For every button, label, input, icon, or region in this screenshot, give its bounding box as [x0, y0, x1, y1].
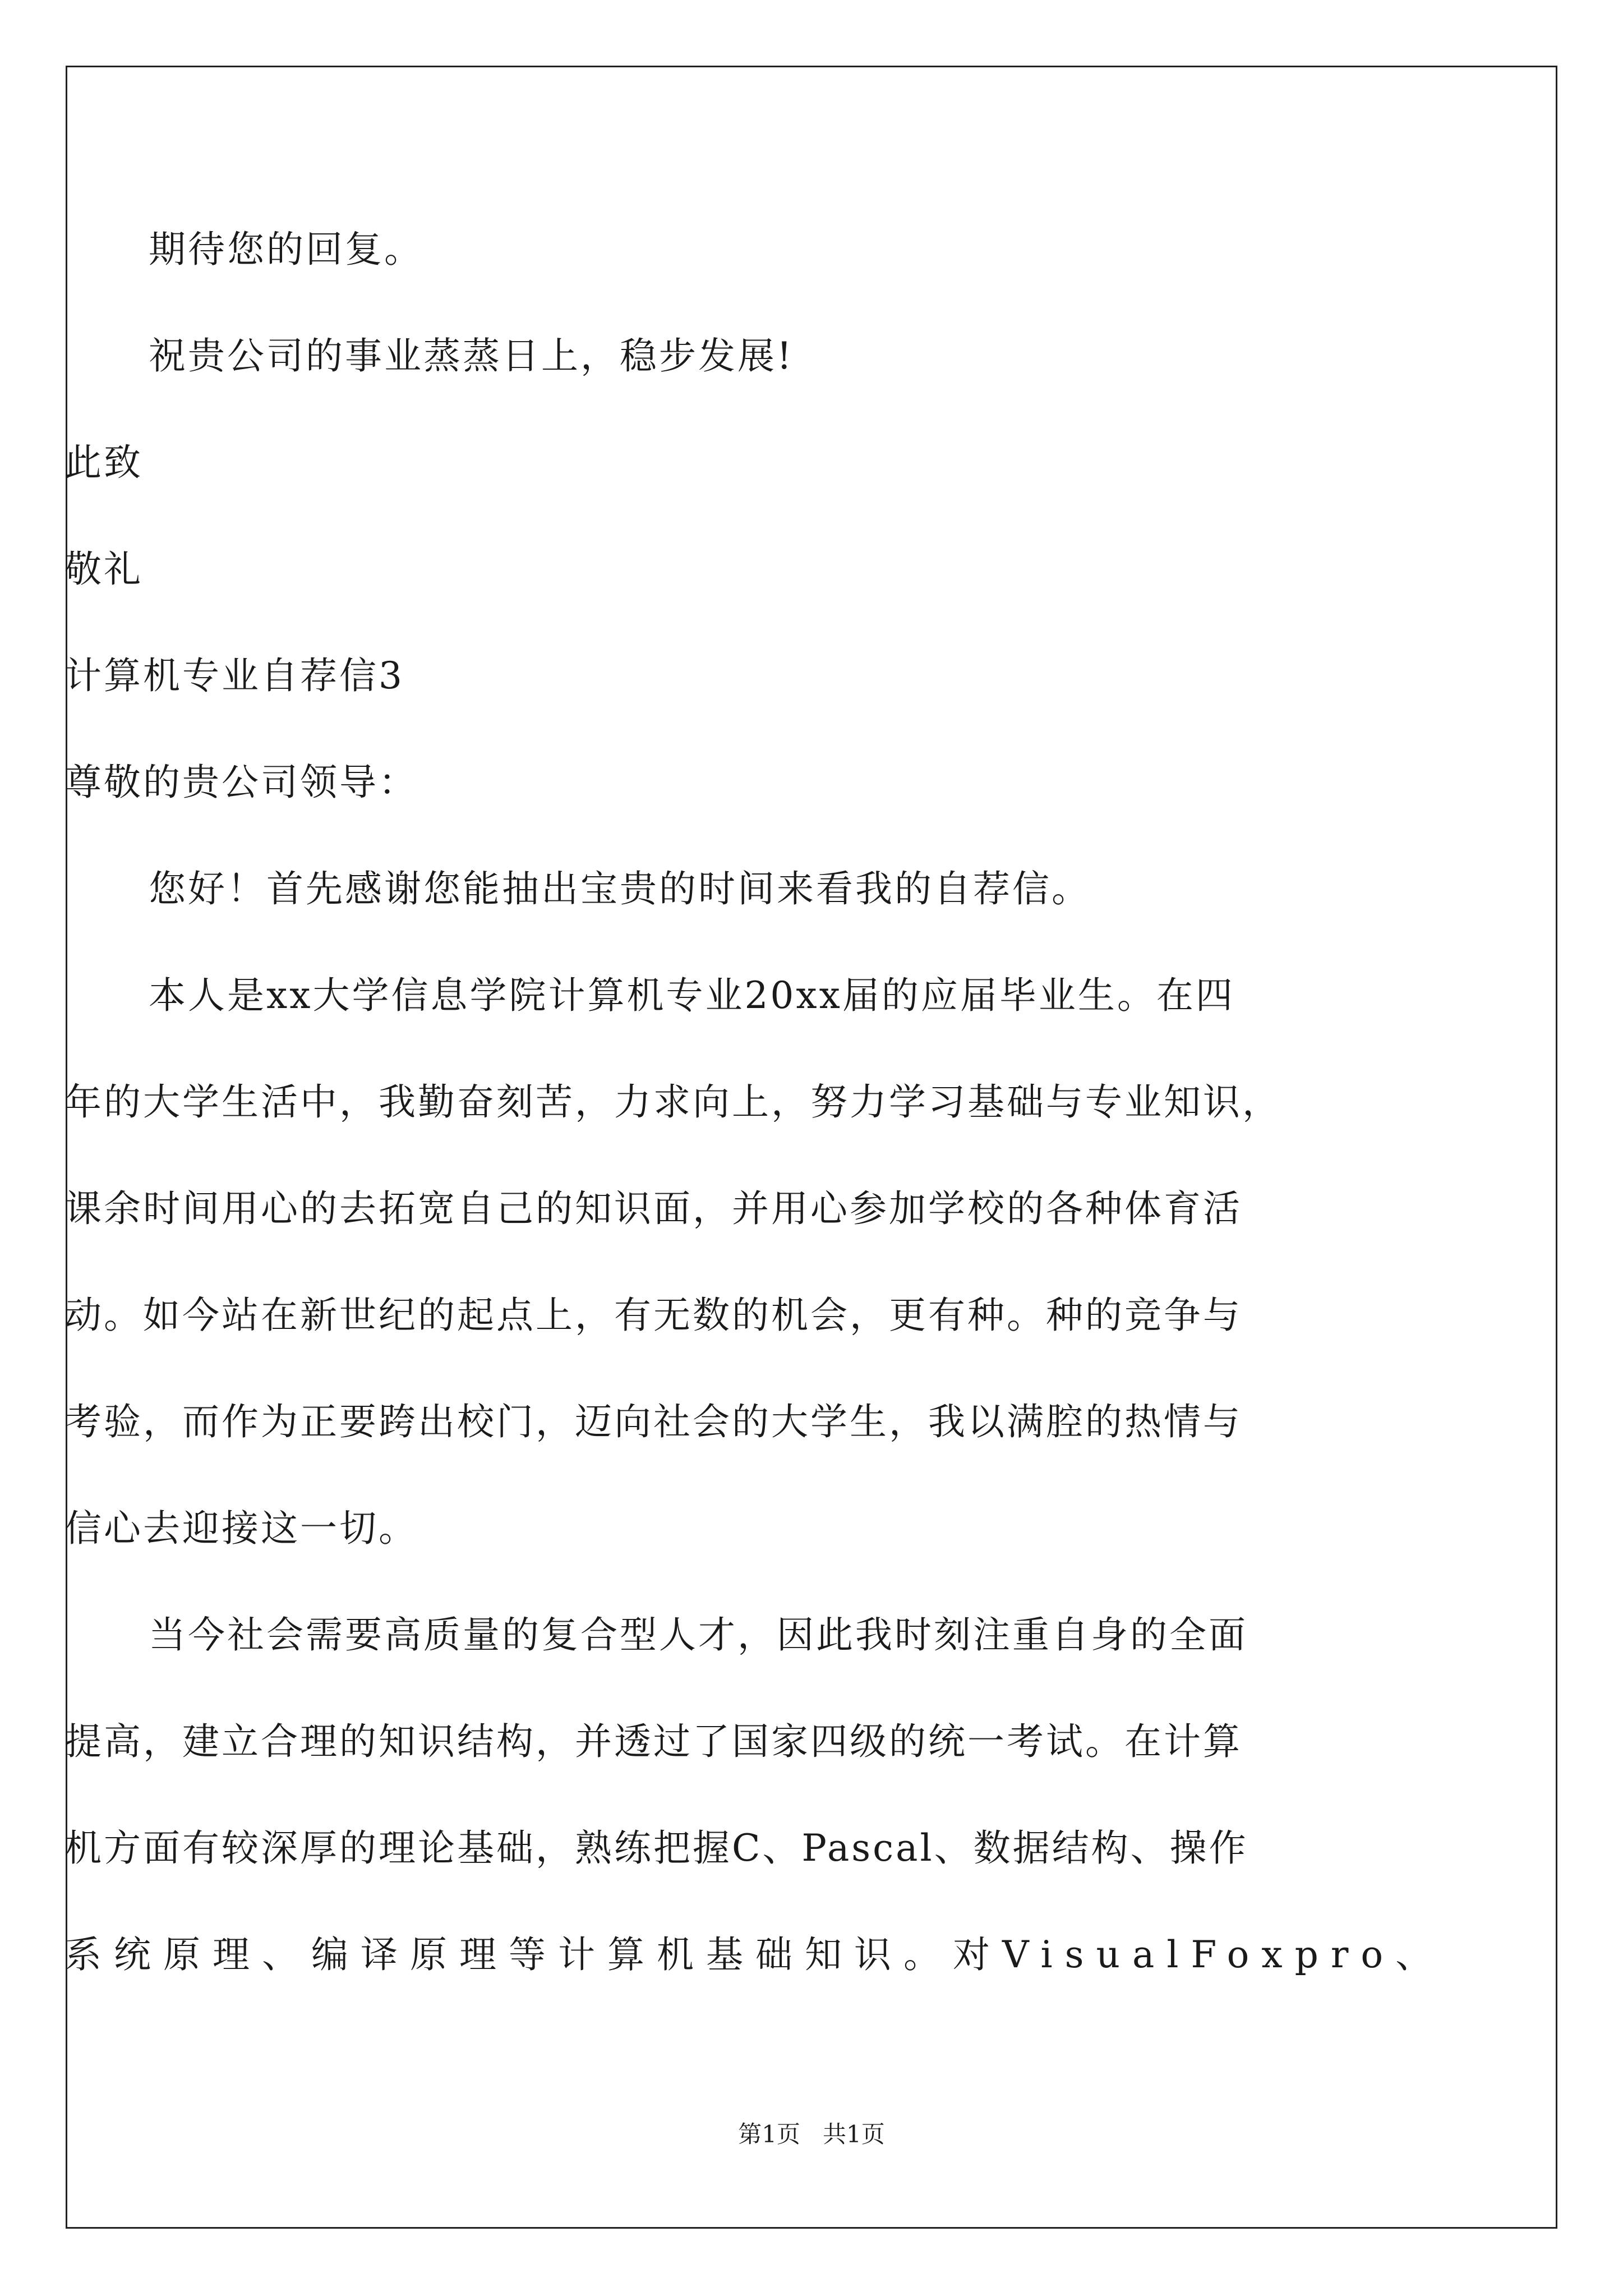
paragraph-body-line: 本人是xx大学信息学院计算机专业20xx届的应届毕业生。在四 — [149, 974, 1235, 1017]
section-title: 计算机专业自荐信3 — [64, 654, 404, 697]
salutation-cizhi: 此致 — [64, 441, 143, 484]
page-total: 共1页 — [823, 2120, 885, 2148]
paragraph-body-line: 机方面有较深厚的理论基础，熟练把握C、Pascal、数据结构、操作 — [64, 1826, 1248, 1870]
paragraph-body-line: 提高，建立合理的知识结构，并透过了国家四级的统一考试。在计算 — [64, 1720, 1242, 1763]
paragraph-body-line: 年的大学生活中，我勤奋刻苦，力求向上，努力学习基础与专业知识， — [64, 1080, 1281, 1124]
paragraph-body-line: 课余时间用心的去拓宽自己的知识面，并用心参加学校的各种体育活 — [64, 1187, 1242, 1230]
paragraph-body-line: 信心去迎接这一切。 — [64, 1507, 418, 1550]
salutation-jingli: 敬礼 — [64, 547, 143, 591]
paragraph-body-line: 考验，而作为正要跨出校门，迈向社会的大学生，我以满腔的热情与 — [64, 1400, 1242, 1443]
greeting: 尊敬的贵公司领导： — [64, 761, 418, 804]
page-footer — [0, 2120, 1623, 2148]
paragraph-closing-hope: 期待您的回复。 — [149, 228, 423, 271]
paragraph-body-line: 当今社会需要高质量的复合型人才，因此我时刻注重自身的全面 — [149, 1613, 1248, 1657]
page-border — [66, 66, 1557, 2229]
paragraph-closing-wish: 祝贵公司的事业蒸蒸日上，稳步发展! — [149, 334, 794, 378]
paragraph-intro: 您好！首先感谢您能抽出宝贵的时间来看我的自荐信。 — [149, 867, 1091, 910]
paragraph-body-line: 动。如今站在新世纪的起点上，有无数的机会，更有种。种的竞争与 — [64, 1294, 1242, 1337]
paragraph-body-line: 系统原理、编译原理等计算机基础知识。对VisualFoxpro、 — [64, 1933, 1445, 1976]
page-number: 第1页 — [738, 2120, 800, 2148]
